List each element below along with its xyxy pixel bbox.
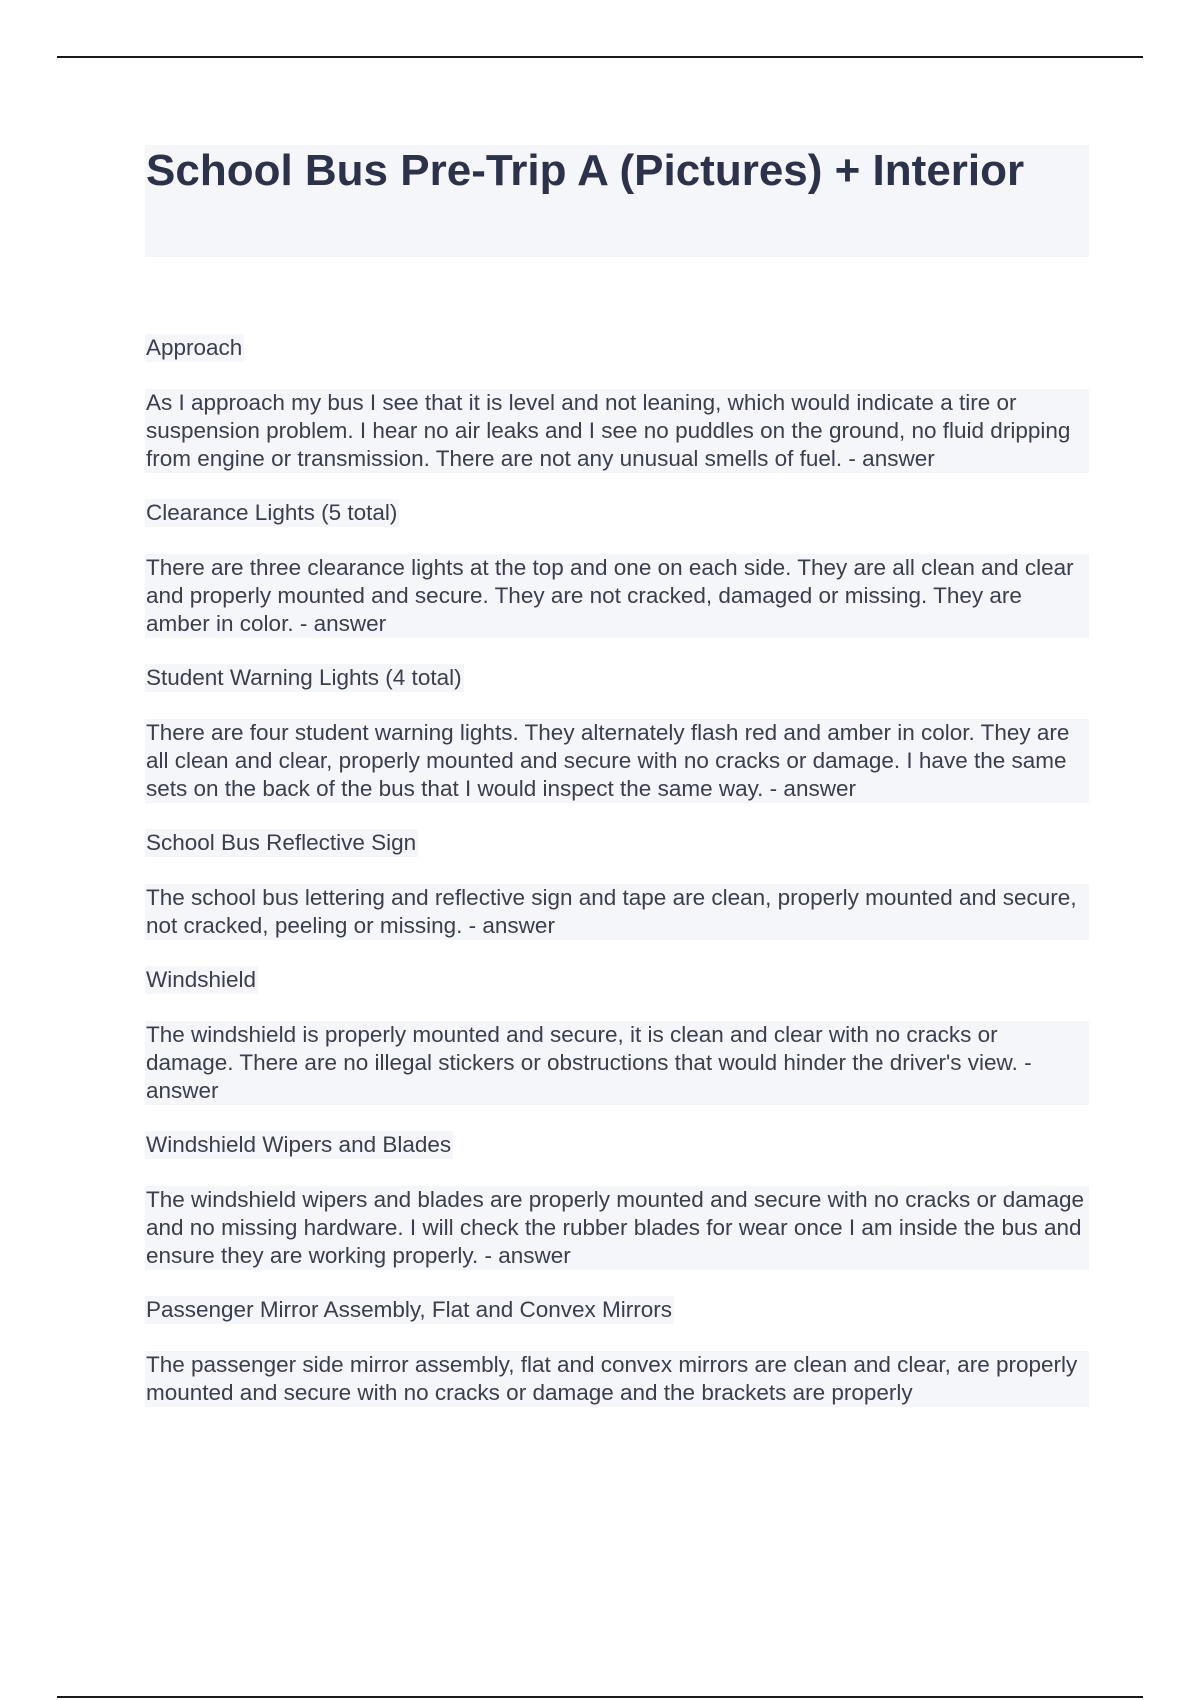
card-answer: The school bus lettering and reflective sign and tape are clean, properly mounted and secure, not cracked, peeling or missing. - answer <box>145 884 1089 940</box>
flashcard <box>145 664 1089 803</box>
card-answer: There are three clearance lights at the top and one on each side. They are all clean and clear and properly mounted and secure. They are not cracked, damaged or missing. They are amber in color. - answer <box>145 554 1089 638</box>
card-answer: The windshield wipers and blades are properly mounted and secure with no cracks or damage and no missing hardware. I will check the rubber blades for wear once I am inside the bus and ensure they are working properly. - answer <box>145 1186 1089 1270</box>
flashcard <box>145 966 1089 1105</box>
flashcard <box>145 1296 1089 1407</box>
card-answer: As I approach my bus I see that it is level and not leaning, which would indicate a tire or suspension problem. I hear no air leaks and I see no puddles on the ground, no fluid dripping from engine or transmission. There are not any unusual smells of fuel. - answer <box>145 389 1089 473</box>
page-title: School Bus Pre-Trip A (Pictures) + Interior <box>146 146 1025 195</box>
flashcard <box>145 334 1089 473</box>
card-answer: The windshield is properly mounted and secure, it is clean and clear with no cracks or damage. There are no illegal stickers or obstructions that would hinder the driver's view. - answer <box>145 1021 1089 1105</box>
card-question: Clearance Lights (5 total) <box>146 500 398 525</box>
card-question: Passenger Mirror Assembly, Flat and Convex Mirrors <box>146 1297 672 1322</box>
card-answer: There are four student warning lights. They alternately flash red and amber in color. They are all clean and clear, properly mounted and secure with no cracks or damage. I have the same sets on the back of the bus that I would inspect the same way. - answer <box>145 719 1089 803</box>
flashcard <box>145 1131 1089 1270</box>
top-rule <box>57 56 1143 58</box>
card-question: Student Warning Lights (4 total) <box>146 665 462 690</box>
card-answer: The passenger side mirror assembly, flat and convex mirrors are clean and clear, are properly mounted and secure with no cracks or damage and the brackets are properly <box>145 1351 1089 1407</box>
flashcard <box>145 829 1089 940</box>
flashcard <box>145 499 1089 638</box>
card-question: School Bus Reflective Sign <box>146 830 417 855</box>
card-question: Windshield <box>146 967 257 992</box>
flashcard-list <box>145 334 1089 1433</box>
bottom-rule <box>57 1696 1143 1698</box>
card-question: Windshield Wipers and Blades <box>146 1132 452 1157</box>
card-question: Approach <box>146 335 243 360</box>
